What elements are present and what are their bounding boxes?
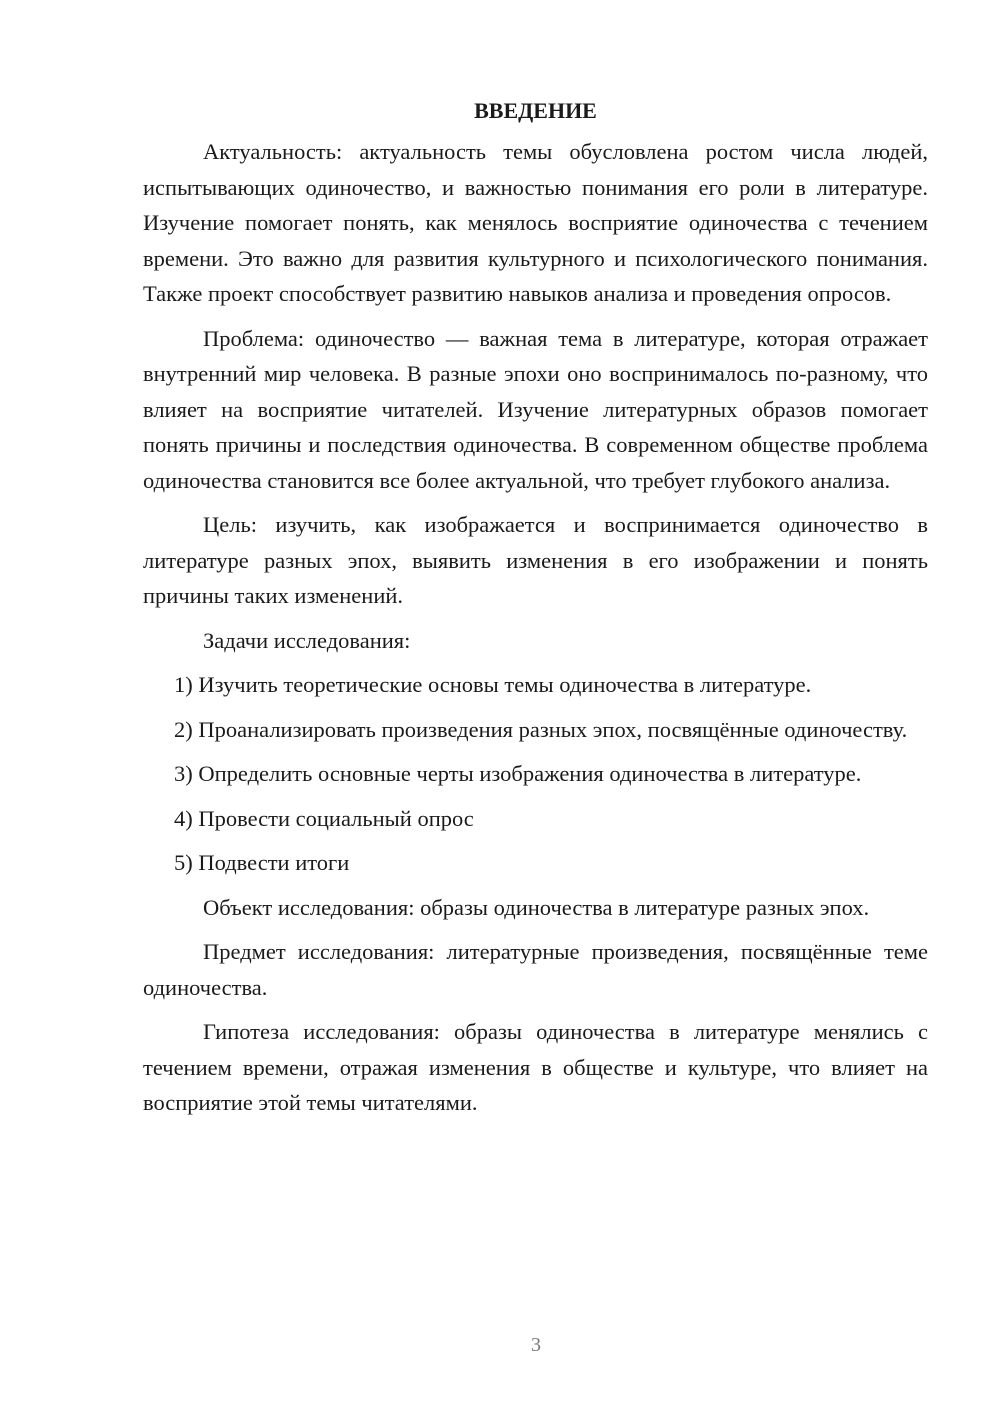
hypothesis-paragraph: Гипотеза исследования: образы одиночества в литературе менялись с течением времени, отражая изменения в обществе и культуре, что влияет на восприятие этой темы читателями. — [143, 1019, 928, 1115]
relevance-paragraph: Актуальность: актуальность темы обусловлена ростом числа людей, испытывающих одиночество, и важностью понимания его роли в литературе. Изучение помогает понять, как менялось восприятие одиночества с течением времени. Это важно для развития культурного и психологического понимания. Также проект способствует развитию навыков анализа и проведения опросов. — [143, 139, 928, 306]
task-item: 5) Подвести итоги — [174, 850, 350, 875]
problem-paragraph: Проблема: одиночество — важная тема в литературе, которая отражает внутренний мир человека. В разные эпохи оно воспринималось по-разному, что влияет на восприятие читателей. Изучение литературных образов помогает понять причины и последствия одиночества. В современном обществе проблема одиночества становится все более актуальной, что требует глубокого анализа. — [143, 325, 928, 493]
page-number: 3 — [531, 1334, 541, 1356]
object-paragraph: Объект исследования: образы одиночества в литературе разных эпох. — [203, 894, 870, 920]
tasks-heading: Задачи исследования: — [203, 627, 411, 653]
document-page — [143, 96, 928, 1130]
section-title: ВВЕДЕНИЕ — [474, 98, 597, 123]
subject-paragraph: Предмет исследования: литературные произведения, посвящённые теме одиночества. — [143, 939, 928, 1000]
goal-paragraph: Цель: изучить, как изображается и воспринимается одиночество в литературе разных эпох, выявить изменения в его изображении и понять причины таких изменений. — [143, 512, 928, 608]
task-item: 2) Проанализировать произведения разных эпох, посвящённые одиночеству. — [174, 716, 908, 742]
task-item: 3) Определить основные черты изображения одиночества в литературе. — [174, 761, 862, 786]
task-item: 4) Провести социальный опрос — [174, 805, 474, 831]
task-item: 1) Изучить теоретические основы темы одиночества в литературе. — [174, 672, 812, 697]
